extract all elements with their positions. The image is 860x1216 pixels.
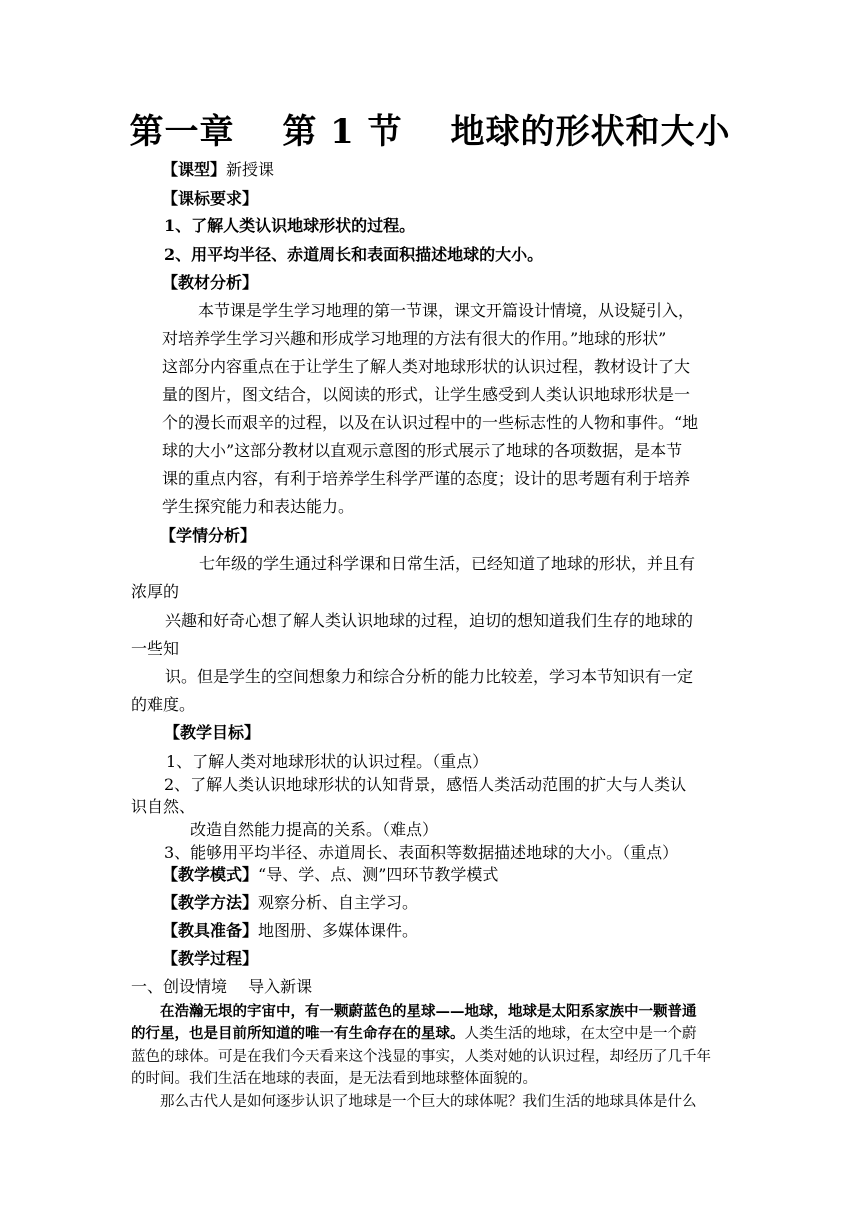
intro-line: 在浩瀚无垠的宇宙中，有一颗蔚蓝色的星球——地球，地球是太阳系家族中一颗普通 <box>160 1003 697 1020</box>
method-value: 观察分析、自主学习。 <box>258 893 419 912</box>
material-heading: 【教材分析】 <box>162 273 259 292</box>
intro-rest-span: 人类生活的地球，在太空中是一个蔚 <box>464 1026 697 1042</box>
section-heading: 一、创设情境 导入新课 <box>131 977 313 996</box>
material-line: 本节课是学生学习地理的第一节课，课文开篇设计情境，从设疑引入， <box>198 301 695 320</box>
tools-row <box>162 921 418 941</box>
tools-value: 地图册、多媒体课件。 <box>258 921 419 940</box>
page-title: 第一章 第 1 节 地球的形状和大小 <box>129 112 731 152</box>
intro-line: 那么古代人是如何逐步认识了地球是一个巨大的球体呢？我们生活的地球具体是什么 <box>160 1094 697 1110</box>
intro-line <box>131 1024 697 1044</box>
course-type-row <box>162 160 274 180</box>
material-line: 学生探究能力和表达能力。 <box>162 497 355 516</box>
students-heading: 【学情分析】 <box>160 526 257 545</box>
students-line: 识。但是学生的空间想象力和综合分析的能力比较差，学习本节知识有一定 <box>165 667 694 686</box>
students-line: 一些知 <box>131 639 180 658</box>
material-line: 个的漫长而艰辛的过程，以及在认识过程中的一些标志性的人物和事件。“地 <box>162 413 699 432</box>
course-type-label: 【课型】 <box>162 160 227 179</box>
standards-item-1: 1、了解人类认识地球形状的过程。 <box>164 216 416 235</box>
students-line: 的难度。 <box>131 695 196 714</box>
course-type-value: 新授课 <box>226 160 275 179</box>
goals-line: 2、了解人类认识地球形状的认知背景，感悟人类活动范围的扩大与人类认 <box>164 775 687 794</box>
material-line: 量的图片，图文结合，以阅读的形式，让学生感受到人类认识地球形状是一 <box>162 385 691 404</box>
material-line: 球的大小”这部分教材以直观示意图的形式展示了地球的各项数据，是本节 <box>162 441 683 460</box>
tools-label: 【教具准备】 <box>162 921 259 940</box>
standards-heading: 【课标要求】 <box>162 189 259 208</box>
material-line: 对培养学生学习兴趣和形成学习地理的方法有很大的作用。”地球的形状” <box>162 329 667 348</box>
process-heading: 【教学过程】 <box>162 949 259 968</box>
goals-line: 改造自然能力提高的关系。（难点） <box>190 820 439 839</box>
mode-value: “导、学、点、测”四环节教学模式 <box>258 865 499 884</box>
students-line: 兴趣和好奇心想了解人类认识地球的过程，迫切的想知道我们生存的地球的 <box>165 611 694 630</box>
intro-line: 蓝色的球体。可是在我们今天看来这个浅显的事实，人类对她的认识过程，却经历了几千年 <box>131 1049 711 1065</box>
intro-line: 的时间。我们生活在地球的表面，是无法看到地球整体面貌的。 <box>131 1071 537 1087</box>
mode-label: 【教学模式】 <box>162 865 259 884</box>
method-row <box>162 893 418 913</box>
material-line: 课的重点内容，有利于培养学生科学严谨的态度；设计的思考题有利于培养 <box>162 469 691 488</box>
mode-row <box>162 865 498 885</box>
students-line: 浓厚的 <box>131 582 180 601</box>
intro-bold-span: 的行星，也是目前所知道的唯一有生命存在的星球。 <box>131 1025 465 1042</box>
goals-heading: 【教学目标】 <box>164 723 261 742</box>
standards-item-2: 2、用平均半径、赤道周长和表面积描述地球的大小。 <box>164 245 544 264</box>
goals-line: 识自然、 <box>131 797 196 816</box>
material-line: 这部分内容重点在于让学生了解人类对地球形状的认识过程，教材设计了大 <box>162 357 691 376</box>
goals-line: 1、了解人类对地球形状的认识过程。（重点） <box>166 752 489 771</box>
students-line: 七年级的学生通过科学课和日常生活，已经知道了地球的形状，并且有 <box>199 554 696 573</box>
method-label: 【教学方法】 <box>162 893 259 912</box>
goals-line: 3、能够用平均半径、赤道周长、表面积等数据描述地球的大小。（重点） <box>164 843 679 862</box>
